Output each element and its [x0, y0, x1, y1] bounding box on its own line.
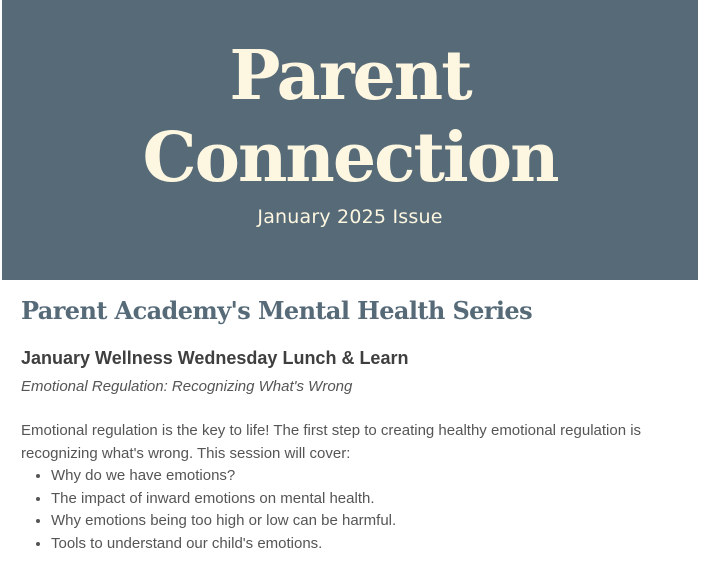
topics-list — [21, 465, 686, 555]
article-body — [21, 293, 686, 555]
series-title: Parent Academy's Mental Health Series — [21, 296, 532, 325]
event-title: January Wellness Wednesday Lunch & Learn — [21, 348, 409, 368]
list-item: • Tools to understand our child's emotions. — [51, 533, 686, 556]
intro-paragraph: Emotional regulation is the key to life! The first step to creating healthy emotional regulation is recognizing what's wrong. This session will cover: — [21, 422, 642, 462]
issue-date: January 2025 Issue — [257, 206, 443, 228]
list-item: • Why emotions being too high or low can be harmful. — [51, 510, 686, 533]
newsletter-banner — [2, 0, 698, 280]
list-item: • The impact of inward emotions on mental health. — [51, 488, 686, 511]
banner-title-line-1: Parent — [229, 36, 471, 116]
event-subtitle: Emotional Regulation: Recognizing What's Wrong — [21, 378, 353, 395]
banner-title-line-2: Connection — [142, 118, 558, 198]
list-item: • Why do we have emotions? — [51, 465, 686, 488]
